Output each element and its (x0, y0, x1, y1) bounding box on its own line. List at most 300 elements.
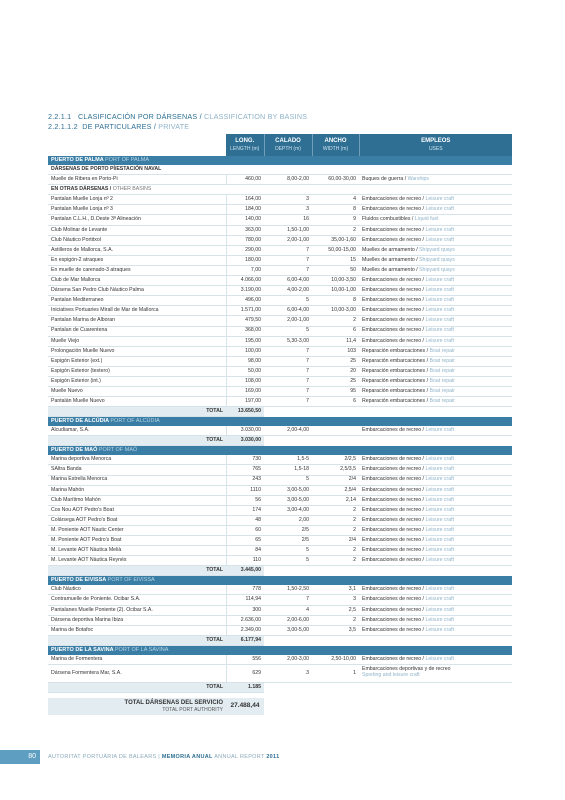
section-title-es: CLASIFICACIÓN POR DÁRSENAS (77, 112, 198, 121)
table-row (48, 615, 512, 625)
table-row (48, 485, 512, 495)
facility-name: Club Náutico Portitxol (48, 235, 226, 245)
width-value: 2 (312, 526, 359, 536)
table-row (48, 397, 512, 407)
facility-name: En muelle de carenado-3 atraques (48, 265, 226, 275)
table-row (48, 595, 512, 605)
facility-name: Dársena Formentera Mar, S.A. (48, 664, 226, 682)
uses-value: Embarcaciones de recreo / Leisure craft (359, 536, 512, 546)
depth-value: 7 (264, 595, 312, 605)
uses-value: Embarcaciones de recreo / Leisure craft (359, 286, 512, 296)
basin-group-name-en: OTHER BASINS (112, 186, 152, 193)
table-row (48, 175, 512, 185)
use-es: Embarcaciones de recreo (362, 427, 422, 434)
use-es: Embarcaciones de recreo (362, 337, 422, 344)
width-value: 2 (312, 615, 359, 625)
depth-value: 7 (264, 245, 312, 255)
width-value: 2,5/4 (312, 485, 359, 495)
use-es: Embarcaciones de recreo (362, 516, 422, 523)
uses-value: Reparación embarcaciones / Boat repair (359, 356, 512, 366)
table-row (48, 505, 512, 515)
length-value: 556 (226, 655, 264, 665)
facility-name: Alcudiamar, S.A. (48, 426, 226, 436)
width-value: 60,00-30,00 (312, 175, 359, 185)
uses-value: Embarcaciones de recreo / Leisure craft (359, 505, 512, 515)
total-blank (264, 682, 512, 692)
total-label: TOTAL (48, 407, 226, 417)
total-row (48, 566, 512, 576)
basin-group-title (48, 165, 512, 175)
depth-value: 1,50-1,00 (264, 225, 312, 235)
use-en: Leisure craft (425, 276, 454, 283)
port-section-header (48, 446, 512, 456)
uses-value: Embarcaciones de recreo / Leisure craft (359, 595, 512, 605)
uses-value: Reparación embarcaciones / Boat repair (359, 387, 512, 397)
uses-value: Muelles de armamento / Shipyard quays (359, 265, 512, 275)
header-blank (48, 134, 226, 146)
basin-group-title: EN OTRAS DÁRSENAS / OTHER BASINS (48, 185, 512, 195)
section-title-en: CLASSIFICATION BY BASINS (204, 112, 308, 121)
length-value: 300 (226, 605, 264, 615)
depth-value: 7 (264, 376, 312, 386)
section-number: 2.2.1.1 (48, 112, 72, 121)
port-title (48, 417, 512, 427)
port-section-header (48, 645, 512, 655)
table-row (48, 426, 512, 436)
port-title (48, 576, 512, 586)
total-row (48, 682, 512, 692)
total-row (48, 436, 512, 446)
use-es: Embarcaciones de recreo (362, 206, 422, 213)
facility-name: Marina Mahón (48, 485, 226, 495)
port-title (48, 446, 512, 456)
use-en: Leisure craft (425, 206, 454, 213)
length-value: 140,00 (226, 215, 264, 225)
length-value: 363,00 (226, 225, 264, 235)
length-value: 114,94 (226, 595, 264, 605)
uses-value: Reparación embarcaciones / Boat repair (359, 397, 512, 407)
use-es: Embarcaciones de recreo (362, 586, 422, 593)
use-es: Buques de guerra (362, 176, 404, 183)
use-en: Leisure craft (425, 486, 454, 493)
uses-value: Embarcaciones de recreo / Leisure craft (359, 225, 512, 235)
width-value: 2 (312, 505, 359, 515)
table-row (48, 245, 512, 255)
use-en: Liquid fuel (414, 216, 439, 223)
basin-group-name: DÁRSENAS DE PORTO PÍ/ESTACIÓN NAVAL (51, 165, 162, 172)
facility-name: Club de Mar Mallorca (48, 276, 226, 286)
depth-value: 5 (264, 475, 312, 485)
depth-value: 2/5 (264, 536, 312, 546)
length-value: 84 (226, 546, 264, 556)
table-row (48, 286, 512, 296)
uses-value: Embarcaciones de recreo / Leisure craft (359, 426, 512, 436)
length-value: 195,00 (226, 336, 264, 346)
subsection-number: 2.2.1.1.2 (48, 122, 78, 131)
length-value: 629 (226, 664, 264, 682)
use-es: Embarcaciones de recreo (362, 547, 422, 554)
length-value: 60 (226, 526, 264, 536)
grand-total-label-es: TOTAL DÁRSENAS DEL SERVICIO (124, 699, 223, 706)
facility-name: Club Náutico (48, 585, 226, 595)
port-title (48, 156, 512, 165)
table-row (48, 515, 512, 525)
table-row (48, 664, 512, 682)
total-value: 13.650,50 (226, 407, 264, 417)
uses-value: Embarcaciones de recreo / Leisure craft (359, 556, 512, 566)
header-width: ANCHO (312, 134, 359, 146)
total-label: TOTAL (48, 635, 226, 645)
facility-name: Pantalán Muelle Nuevo (48, 397, 226, 407)
facility-name: SAltra Banda (48, 465, 226, 475)
length-value: 1110 (226, 485, 264, 495)
width-value: 4 (312, 195, 359, 205)
depth-value: 2,00 (264, 515, 312, 525)
footer-text (48, 750, 279, 764)
facility-name: Espigón Exterior (testero) (48, 366, 226, 376)
use-es: Embarcaciones de recreo (362, 557, 422, 564)
width-value: 8 (312, 205, 359, 215)
depth-value: 7 (264, 366, 312, 376)
use-en: Leisure craft (425, 596, 454, 603)
uses-value: Buques de guerra / Warships (359, 175, 512, 185)
use-es: Embarcaciones de recreo (362, 456, 422, 463)
width-value: 9 (312, 215, 359, 225)
use-en: Shipyard quays (419, 256, 455, 263)
table-row (48, 306, 512, 316)
facility-name: Marina de Botafoc (48, 625, 226, 635)
depth-value: 4,00-2,00 (264, 286, 312, 296)
length-value: 169,00 (226, 387, 264, 397)
width-value: 35,00-1,60 (312, 235, 359, 245)
facility-name: Prolongación Muelle Nuevo (48, 346, 226, 356)
uses-value: Fluidos combustibles / Liquid fuel (359, 215, 512, 225)
uses-value: Embarcaciones de recreo / Leisure craft (359, 195, 512, 205)
table-row (48, 356, 512, 366)
total-value: 1.185 (226, 682, 264, 692)
uses-value: Embarcaciones de recreo / Leisure craft (359, 205, 512, 215)
basins-table (48, 134, 512, 715)
width-value: 6 (312, 397, 359, 407)
length-value: 765 (226, 465, 264, 475)
use-es: Embarcaciones de recreo (362, 297, 422, 304)
width-value: 2/4 (312, 536, 359, 546)
width-value: 2,50-10,00 (312, 655, 359, 665)
facility-name: Muelle Viejo (48, 336, 226, 346)
depth-value: 16 (264, 215, 312, 225)
use-en: Leisure craft (425, 606, 454, 613)
facility-name: Dársena deportiva Marina Ibiza (48, 615, 226, 625)
depth-value: 3 (264, 664, 312, 682)
use-es: Reparación embarcaciones (362, 367, 426, 374)
table-row (48, 276, 512, 286)
table-row (48, 316, 512, 326)
facility-name: Pantalan de Cuarentena (48, 326, 226, 336)
use-en: Shipyard quays (419, 266, 455, 273)
length-value: 460,00 (226, 175, 264, 185)
header-width-en: WIDTH (m) (312, 146, 359, 156)
total-value: 3.030,00 (226, 436, 264, 446)
subsection-title-en: PRIVATE (158, 122, 190, 131)
depth-value: 1,5-5 (264, 455, 312, 465)
width-value (312, 426, 359, 436)
uses-value: Embarcaciones de recreo / Leisure craft (359, 485, 512, 495)
facility-name: M. Levante AOT Nàutica Melià (48, 546, 226, 556)
depth-value: 2,00-6,00 (264, 615, 312, 625)
use-es: Reparación embarcaciones (362, 347, 426, 354)
uses-value: Embarcaciones de recreo / Leisure craft (359, 475, 512, 485)
width-value: 2 (312, 316, 359, 326)
table-row (48, 336, 512, 346)
grand-total-blank (264, 698, 512, 715)
port-name-en: PORT OF PALMA (105, 156, 150, 163)
table-row (48, 465, 512, 475)
use-en: Leisure craft (425, 557, 454, 564)
width-value: 15 (312, 255, 359, 265)
port-name: PUERTO DE MAÓ (51, 447, 98, 454)
use-en: Leisure craft (425, 616, 454, 623)
grand-total-label-en: TOTAL PORT AUTHORITY (162, 707, 223, 714)
length-value: 197,00 (226, 397, 264, 407)
depth-value: 5 (264, 296, 312, 306)
length-value: 174 (226, 505, 264, 515)
basin-group-header (48, 185, 512, 195)
section-heading-2: 2.2.1.1.2 DE PARTICULARES / PRIVATE (48, 122, 190, 131)
width-value: 3,5 (312, 625, 359, 635)
footer-report-es: MEMORIA ANUAL (161, 754, 213, 760)
section-heading-1: 2.2.1.1 CLASIFICACIÓN POR DÁRSENAS / CLASSIFICATION BY BASINS (48, 112, 308, 121)
use-es: Embarcaciones de recreo (362, 226, 422, 233)
use-en: Boat repair (429, 377, 455, 384)
length-value: 243 (226, 475, 264, 485)
use-es: Reparación embarcaciones (362, 388, 426, 394)
length-value: 65 (226, 536, 264, 546)
width-value: 6 (312, 326, 359, 336)
uses-value: Embarcaciones de recreo / Leisure craft (359, 526, 512, 536)
use-es: Embarcaciones de recreo (362, 236, 422, 243)
depth-value: 3,00-5,00 (264, 495, 312, 505)
grand-total-label (48, 698, 226, 715)
use-es: Embarcaciones de recreo (362, 276, 422, 283)
use-es: Embarcaciones de recreo (362, 287, 422, 294)
table-row (48, 326, 512, 336)
table-row (48, 205, 512, 215)
depth-value: 2/5 (264, 526, 312, 536)
uses-value: Embarcaciones de recreo / Leisure craft (359, 655, 512, 665)
length-value: 479,50 (226, 316, 264, 326)
depth-value: 1,50-2,50 (264, 585, 312, 595)
width-value: 1 (312, 664, 359, 682)
use-es: Reparación embarcaciones (362, 377, 426, 384)
grand-total-row (48, 698, 512, 715)
port-name-en: PORT OF ALCÚDIA (110, 418, 160, 424)
use-en: Leisure craft (425, 317, 454, 324)
uses-value: Reparación embarcaciones / Boat repair (359, 366, 512, 376)
use-en: Leisure craft (425, 506, 454, 513)
table-row (48, 655, 512, 665)
use-en: Leisure craft (425, 496, 454, 503)
table-row (48, 475, 512, 485)
depth-value: 5 (264, 546, 312, 556)
use-en: Leisure craft (425, 427, 454, 434)
facility-name: Pantalanes Muelle Poniente (2). Ocibar S.A. (48, 605, 226, 615)
use-es: Embarcaciones de recreo (362, 526, 422, 533)
width-value: 25 (312, 376, 359, 386)
width-value: 2 (312, 556, 359, 566)
use-en: Sporting and leisure craft (362, 672, 420, 679)
facility-name: M. Poniente AOT Nautic Center (48, 526, 226, 536)
port-section-header (48, 156, 512, 165)
use-en: Leisure craft (425, 526, 454, 533)
length-value: 496,00 (226, 296, 264, 306)
length-value: 778 (226, 585, 264, 595)
depth-value: 7 (264, 255, 312, 265)
use-en: Boat repair (429, 398, 455, 405)
table-row (48, 585, 512, 595)
use-es: Embarcaciones de recreo (362, 307, 422, 314)
total-blank (264, 635, 512, 645)
width-value: 25 (312, 356, 359, 366)
port-name: PUERTO DE LA SAVINA (51, 646, 114, 653)
use-es: Muelles de armamento (362, 256, 415, 263)
depth-value: 3,00-4,00 (264, 505, 312, 515)
use-en: Leisure craft (425, 537, 454, 544)
depth-value: 7 (264, 346, 312, 356)
length-value: 50,00 (226, 366, 264, 376)
depth-value: 5 (264, 326, 312, 336)
uses-value: Muelles de armamento / Shipyard quays (359, 255, 512, 265)
width-value: 2,5/3,5 (312, 465, 359, 475)
table-row (48, 346, 512, 356)
use-en: Leisure craft (425, 226, 454, 233)
use-en: Leisure craft (425, 196, 454, 203)
use-en: Leisure craft (425, 337, 454, 344)
depth-value: 2,00-3,00 (264, 655, 312, 665)
table-row (48, 526, 512, 536)
footer-org: AUTORITAT PORTUÀRIA DE BALEARS (48, 754, 157, 760)
facility-name: Muelle de Ribera en Porto-Pi (48, 175, 226, 185)
facility-name: Astilleros de Mallorca, S.A. (48, 245, 226, 255)
header-length: LONG. (226, 134, 264, 146)
use-en: Leisure craft (425, 547, 454, 554)
depth-value: 1,5-18 (264, 465, 312, 475)
use-es: Embarcaciones deportivas y de recreo (362, 666, 451, 673)
use-es: Embarcaciones de recreo (362, 626, 422, 633)
uses-value: Embarcaciones de recreo / Leisure craft (359, 326, 512, 336)
uses-value: Embarcaciones de recreo / Leisure craft (359, 605, 512, 615)
facility-name: Pantalan Muelle Lonja nº 2 (48, 195, 226, 205)
facility-name: Marina Estrella Menorca (48, 475, 226, 485)
use-es: Embarcaciones de recreo (362, 655, 422, 662)
facility-name: M. Levante AOT Nàutica Reynés (48, 556, 226, 566)
port-section-header (48, 576, 512, 586)
length-value: 98,00 (226, 356, 264, 366)
facility-name: M. Poniente AOT Pedro's Boat (48, 536, 226, 546)
use-en: Leisure craft (425, 626, 454, 633)
width-value: 2 (312, 225, 359, 235)
facility-name: Pantalan Mediterraneo (48, 296, 226, 306)
header-depth-en: DEPTH (m) (264, 146, 312, 156)
use-es: Embarcaciones de recreo (362, 596, 422, 603)
port-name-en: PORT OF EIVISSA (107, 577, 155, 584)
width-value: 8 (312, 296, 359, 306)
footer-separator: | (158, 754, 160, 760)
depth-value: 2,00-4,00 (264, 426, 312, 436)
facility-name: Iniciatives Portuaries Mirall de Mar de Mallorca (48, 306, 226, 316)
use-es: Fluidos combustibles (362, 216, 411, 223)
uses-value: Reparación embarcaciones / Boat repair (359, 346, 512, 356)
depth-value: 7 (264, 356, 312, 366)
uses-value: Embarcaciones de recreo / Leisure craft (359, 515, 512, 525)
port-name-en: PORT OF LA SAVINA (114, 646, 169, 653)
header-uses-en: USES (359, 146, 512, 156)
table-header-en (48, 146, 512, 156)
depth-value: 6,00-4,00 (264, 306, 312, 316)
use-es: Embarcaciones de recreo (362, 606, 422, 613)
depth-value: 2,00-1,00 (264, 316, 312, 326)
total-blank (264, 407, 512, 417)
table-row (48, 495, 512, 505)
uses-value: Muelles de armamento / Shipyard quays (359, 245, 512, 255)
use-en: Leisure craft (425, 327, 454, 334)
facility-name: Pantalan Muelle Lonja nº 3 (48, 205, 226, 215)
facility-name: Club Molinar de Levante (48, 225, 226, 235)
depth-value: 6,00-4,00 (264, 276, 312, 286)
use-es: Embarcaciones de recreo (362, 327, 422, 334)
use-es: Reparación embarcaciones (362, 357, 426, 364)
use-es: Embarcaciones de recreo (362, 476, 422, 483)
port-name: PUERTO DE PALMA (51, 156, 104, 163)
use-en: Boat repair (429, 357, 455, 364)
use-en: Shipyard quays (419, 246, 455, 253)
port-name: PUERTO DE ALCÚDIA (51, 418, 109, 424)
facility-name: Espigón Exterior (int.) (48, 376, 226, 386)
table-row (48, 625, 512, 635)
depth-value: 7 (264, 387, 312, 397)
depth-value: 3 (264, 205, 312, 215)
uses-value: Embarcaciones de recreo / Leisure craft (359, 316, 512, 326)
total-value: 3.445,00 (226, 566, 264, 576)
footer-year: 2011 (266, 754, 280, 760)
use-en: Leisure craft (425, 307, 454, 314)
width-value: 10,00-1,00 (312, 286, 359, 296)
table-row (48, 215, 512, 225)
depth-value: 4 (264, 605, 312, 615)
width-value: 10,00-3,00 (312, 306, 359, 316)
use-en: Leisure craft (425, 297, 454, 304)
length-value: 290,00 (226, 245, 264, 255)
port-section-header (48, 417, 512, 427)
table-row (48, 195, 512, 205)
uses-value (359, 664, 512, 682)
use-en: Boat repair (429, 388, 455, 394)
total-row (48, 407, 512, 417)
header-length-en: LENGTH (m) (226, 146, 264, 156)
use-en: Leisure craft (425, 456, 454, 463)
use-en: Leisure craft (425, 655, 454, 662)
use-en: Leisure craft (425, 476, 454, 483)
use-es: Embarcaciones de recreo (362, 616, 422, 623)
depth-value: 7 (264, 265, 312, 275)
footer-report-en: ANNUAL REPORT (214, 754, 265, 760)
width-value: 2 (312, 546, 359, 556)
length-value: 368,00 (226, 326, 264, 336)
depth-value: 3,00-5,00 (264, 625, 312, 635)
use-en: Boat repair (429, 347, 455, 354)
header-uses: EMPLEOS (359, 134, 512, 146)
table-row (48, 296, 512, 306)
total-label: TOTAL (48, 682, 226, 692)
